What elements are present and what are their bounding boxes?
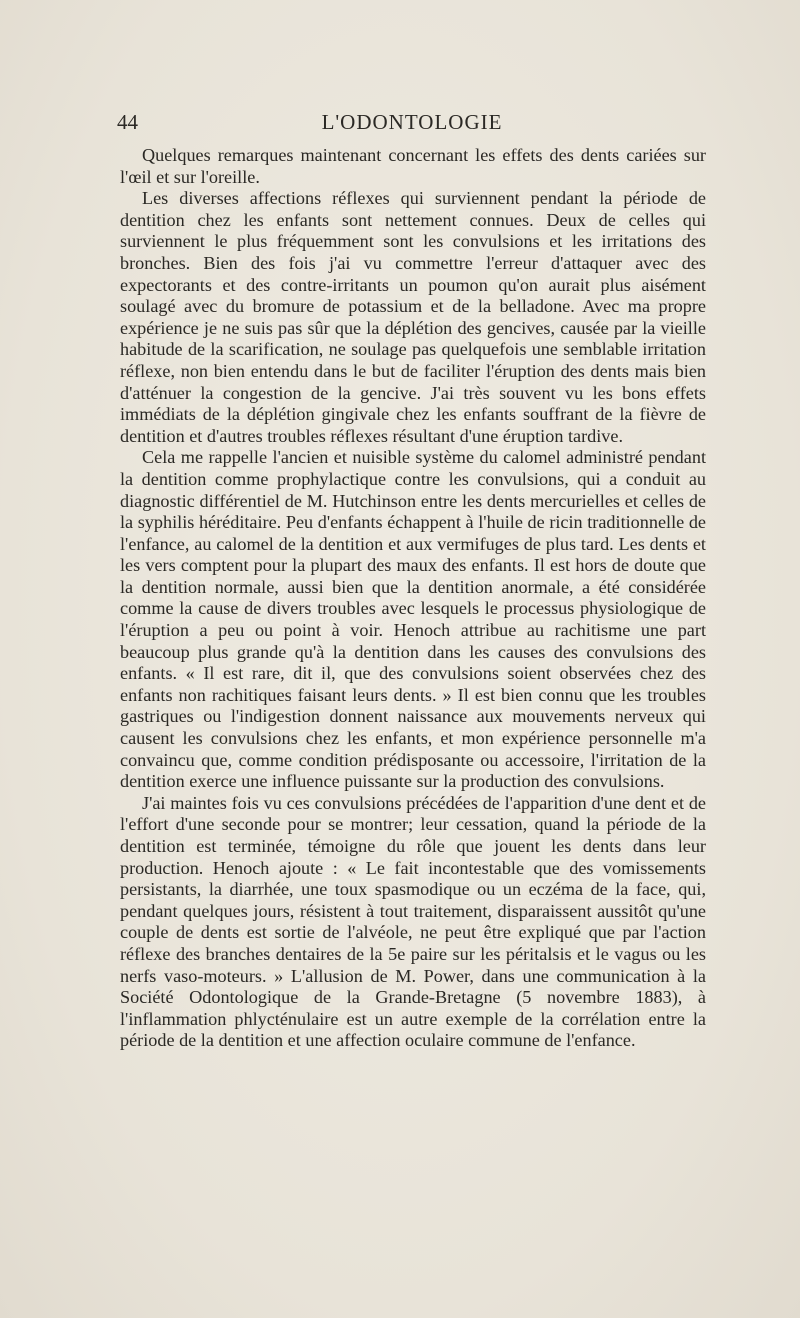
running-title: L'ODONTOLOGIE <box>321 110 503 134</box>
paragraph: Cela me rappelle l'ancien et nuisible système du calomel administré pendant la dentition comme prophylactique contre les convulsions, qui a conduit au diagnostic différentiel de M. Hutchinson entre les dents mercurielles et celles de la syphilis héréditaire. Peu d'enfants échappent à l'huile de ricin traditionnelle de l'enfance, au calomel de la dentition et aux vermifuges de plus tard. Les dents et les vers comptent pour la plupart des maux des enfants. Il est hors de doute que la dentition normale, aussi bien que la dentition anormale, a été considérée comme la cause de divers troubles avec lesquels le processus physiologique de l'éruption a peu ou point à voir. Henoch attribue au rachitisme une part beaucoup plus grande qu'à la dentition dans les causes des convulsions des enfants. « Il est rare, dit il, que des convulsions soient observées chez des enfants non rachitiques faisant leurs dents. » Il est bien connu que les troubles gastriques ou l'indigestion donnent naissance aux mouvements nerveux qui causent les convulsions chez les enfants, et mon expérience personnelle m'a convaincu que, comme condition prédisposante ou accessoire, l'irritation de la dentition exerce une influence puissante sur la production des convulsions. <box>120 447 706 792</box>
paragraph: J'ai maintes fois vu ces convulsions précédées de l'apparition d'une dent et de l'effort d'une seconde pour se montrer; leur cessation, quand la période de la dentition est terminée, témoigne du rôle que jouent les dents dans leur production. Henoch ajoute : « Le fait incontestable que des vomissements persistants, la diarrhée, une toux spasmodique ou un eczéma de la face, qui, pendant quelques jours, résistent à tout traitement, disparaissent aussitôt qu'une couple de dents est sortie de l'alvéole, ne peut être expliqué que par l'action réflexe des branches dentaires de la 5e paire sur les péritalsis et le vagus ou les nerfs vaso-moteurs. » L'allusion de M. Power, dans une communication à la Société Odontologique de la Grande-Bretagne (5 novembre 1883), à l'inflammation phlycténulaire est un autre exemple de la corrélation entre la période de la dentition et une affection oculaire commune de l'enfance. <box>120 792 706 1051</box>
page-number: 44 <box>117 110 138 134</box>
paragraph: Quelques remarques maintenant concernant les effets des dents cariées sur l'œil et sur l'oreille. <box>120 145 706 187</box>
body-text <box>120 145 706 1052</box>
paragraph: Les diverses affections réflexes qui surviennent pendant la période de dentition chez les enfants sont nettement connues. Deux de celles qui surviennent le plus fréquemment sont les convulsions et les irritations des bronches. Bien des fois j'ai vu commettre l'erreur d'attaquer avec des expectorants et des contre-irritants un poumon qu'on aurait plus aisément soulagé avec du bromure de potassium et de la belladone. Avec ma propre expérience je ne suis pas sûr que la déplétion des gencives, causée par la vieille habitude de la scarification, ne soulage pas quelquefois une semblable irritation réflexe, non bien entendu dans le but de faciliter l'éruption des dents mais bien d'atténuer la congestion de la gencive. J'ai très souvent vu les bons effets immédiats de la déplétion gingivale chez les enfants souffrant de la fièvre de dentition et d'autres troubles réflexes résultant d'une éruption tardive. <box>120 188 706 446</box>
page-header <box>117 110 707 136</box>
